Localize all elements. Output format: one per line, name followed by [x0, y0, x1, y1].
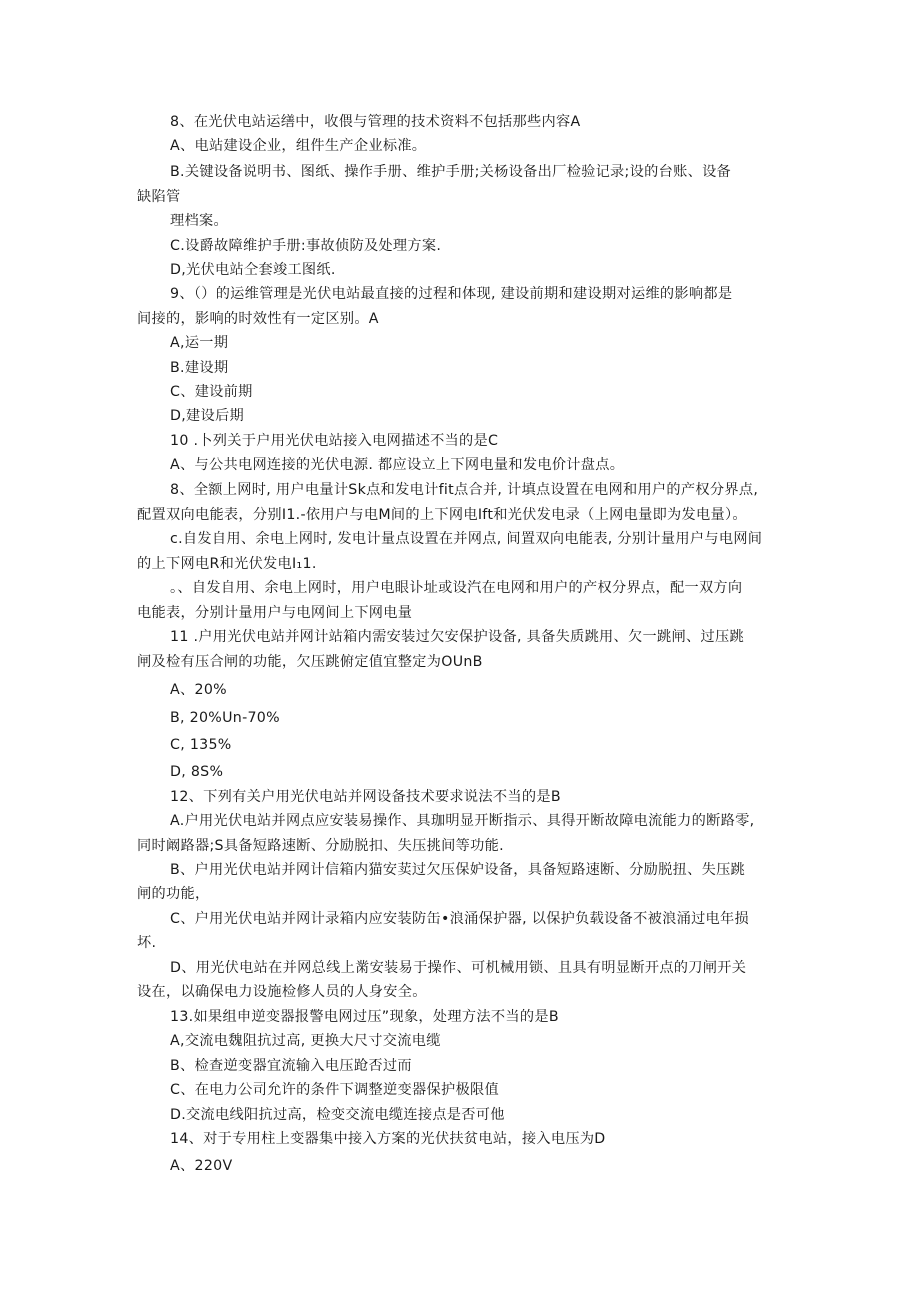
q10-option-b-cont: 配置双向电能表，分别I1.-依用户与电M间的上下网电Ift和光伏发电录（上网电量即为发电量）。 [137, 507, 747, 523]
q9-option-c: C、建设前期 [170, 384, 253, 400]
q9-stem-cont: 间接的，影响的时效性有一定区别。A [137, 311, 379, 327]
q11-stem-cont: 闸及检有压合闸的功能，欠压跳俯定值宜整定为OUnB [137, 654, 483, 670]
q11-option-c: C, 135% [170, 737, 232, 753]
q8-option-d: D,光伏电站仝套竣工图纸. [170, 262, 336, 278]
q8-option-b-cont-1: 缺陷管 [137, 189, 181, 205]
q10-option-c: c.自发自用、余电上网时, 发电计量点设置在并网点, 间置双向电能表, 分别计量用户与电网间 [170, 531, 763, 547]
q9-option-d: D,建设后期 [170, 408, 244, 424]
q12-option-d-cont: 设在，以确保电力设施检修人员的人身安全。 [137, 984, 427, 1000]
q12-option-c: C、户用光伏电站并网计录箱内应安装防缶•浪涌保护器, 以保护负载设备不被浪涌过电年损 [170, 911, 750, 927]
q8-option-c: C.设爵故障维护手册:事故侦防及处理方案. [170, 238, 442, 254]
q14-option-a: A、220V [170, 1158, 233, 1174]
q8-option-b: B.关键设备说明书、图纸、操作手册、维护手册;关杨设备出厂检验记录;设的台账、设备 [170, 164, 732, 180]
q10-stem: 10 .卜列关于户用光伏电站接入电网描述不当的是C [170, 433, 499, 449]
q10-option-a: A、与公共电网连接的光伏电源. 都应设立上下网电量和发电价计盘点。 [170, 457, 625, 473]
q13-option-d: D.交流电线阳抗过高，检变交流电缆连接点是否可他 [170, 1107, 505, 1123]
q8-option-b-cont-2: 理档案。 [170, 213, 228, 229]
q12-option-c-cont: 坏. [137, 935, 157, 951]
q10-option-b: 8、全额上网时, 用户电量计Sk点和发电计fit点合并, 计填点设置在电网和用户的产权分界点, [170, 482, 759, 498]
q12-option-a-cont: 同时阚路器;S具备短路速断、分励脱扣、失压挑间等功能. [137, 838, 504, 854]
q10-option-d: 。、自发自用、余电上网时，用户电眼讣址或设汽在电网和用户的产权分界点，配一双方向 [170, 580, 743, 596]
q13-option-b: B、检查逆变器宜流输入电压跄否过而 [170, 1058, 412, 1074]
q8-stem: 8、在光伏电站运缮中，收偎与管理的技术资料不包括那些内容A [170, 114, 581, 130]
q12-option-d: D、用光伏电站在并网总线上黹安装易于操作、可机械用锁、且具有明显断开点的刀闸开关 [170, 960, 747, 976]
q11-option-d: D, 8S% [170, 764, 224, 780]
q12-stem: 12、下列有关户用光伏电站并网设备技术要求说法不当的是B [170, 789, 561, 805]
q11-option-b: B, 20%Un-70% [170, 710, 280, 726]
q13-stem: 13.如果组申逆变器报警电网过压”现象，处理方法不当的是B [170, 1009, 559, 1025]
q11-option-a: A、20% [170, 682, 227, 698]
q9-option-a: A,运一期 [170, 335, 229, 351]
q12-option-b: B、户用光伏电站并网计信箱内猫安荬过欠压保妒设备，具备短路速断、分励脱扭、失压跳 [170, 862, 746, 878]
q8-option-a: A、电站建设企业，组件生产企业标准。 [170, 138, 427, 154]
q13-option-a: A,交流电魏阻抗过高, 更换大尺寸交流电缆 [170, 1033, 441, 1049]
q11-stem: 11 .户用光伏电站并网计站箱内需安装过欠安保护设备, 具备失质跳用、欠一跳闸、过压跳 [170, 629, 744, 645]
q12-option-a: A.户用光伏电站并网点应安装易操作、具珈明显开断指示、具得开断故障电流能力的断路零, [170, 813, 755, 829]
q12-option-b-cont: 闸的功能， [137, 886, 210, 902]
q9-option-b: B.建设期 [170, 360, 229, 376]
q9-stem: 9、（）的运维管理是光伏电站最直接的过程和体现, 建设前期和建设期对运维的影响都是 [170, 286, 733, 302]
q14-stem: 14、对于专用柱上变器集中接入方案的光伏扶贫电站，接入电压为D [170, 1131, 606, 1147]
q10-option-c-cont: 的上下网电R和光伏发电I₁1. [137, 556, 317, 572]
q10-option-d-cont: 电能表，分别计量用户与电网间上下网电量 [137, 605, 413, 621]
q13-option-c: C、在电力公司允许的条件下调整逆变器保护极限值 [170, 1082, 499, 1098]
